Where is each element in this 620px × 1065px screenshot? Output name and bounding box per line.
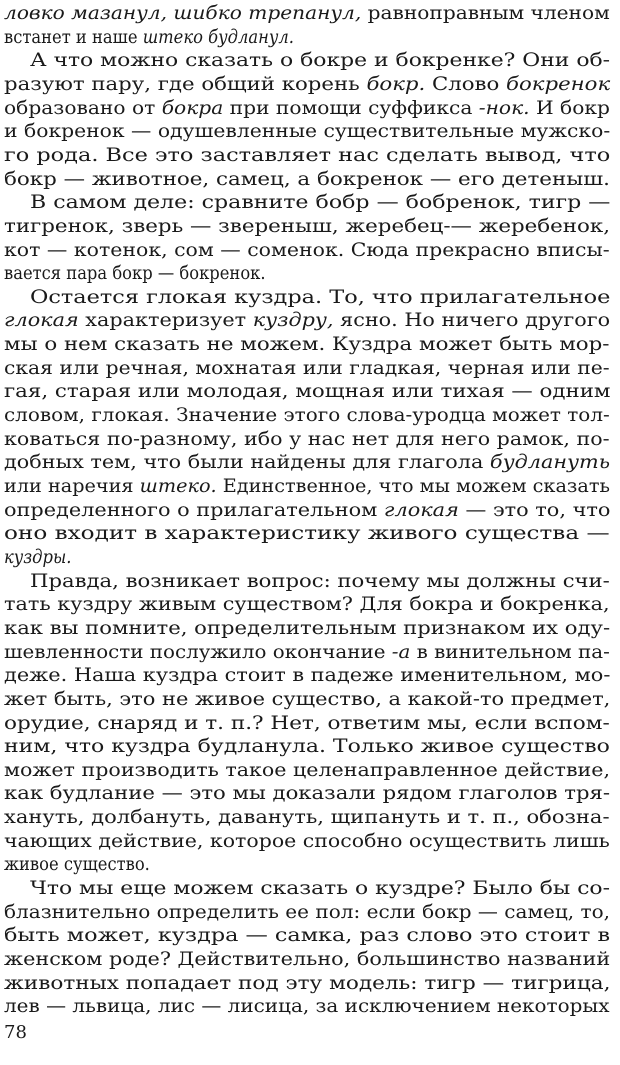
text-run: Единственное, что мы можем сказать	[216, 475, 610, 497]
text-run: мы о нем сказать не можем. Куздра может быть мор-	[4, 333, 610, 356]
text-run: В самом деле: сравните бобр — бобренок, тигр —	[30, 191, 611, 214]
text-run: ясно. Но ничего другого	[333, 309, 611, 332]
text-run: равноправным членом	[361, 2, 610, 24]
text-run: бокр — животное, самец, а бокренок — его детеныш.	[4, 167, 610, 190]
italic-run: -нок.	[478, 96, 530, 119]
text-run: образовано от	[4, 96, 162, 119]
italic-run: бокренок	[506, 72, 611, 95]
text-run: живое существо.	[4, 853, 150, 876]
italic-run: глокая	[383, 498, 459, 521]
text-run: орудие, снаряд и т. п.? Нет, ответим мы, если вспом-	[4, 711, 610, 734]
text-run: как будлание — это мы доказали рядом глаголов тря-	[4, 782, 611, 805]
italic-run: куздры.	[4, 545, 72, 568]
text-run: ним, что куздра будланула. Только живое существо	[4, 735, 610, 758]
text-run: характеризует	[78, 309, 253, 332]
text-run: блазнительно определить ее пол: если бокр — самец, то,	[4, 900, 610, 923]
text-run: гая, старая или молодая, мощная или тихая — одним	[4, 380, 611, 403]
text-line	[4, 991, 609, 1021]
text-run: чающих действие, которое способно осуществить лишь	[4, 829, 610, 852]
text-run: и бокренок — одушевленные существительные мужско-	[4, 120, 611, 143]
text-run: И бокр	[529, 96, 610, 119]
text-run: коваться по-разному, ибо у нас нет для него рамок, по-	[4, 427, 610, 450]
text-run: А что можно сказать о бокре и бокренке? Они об-	[30, 49, 611, 72]
text-run: — это то, что	[458, 498, 611, 521]
text-run: шевленности послужило окончание	[4, 640, 392, 663]
text-run: Правда, возникает вопрос: почему мы должны счи-	[30, 569, 610, 592]
text-run: может производить такое целенаправленное действие,	[4, 758, 611, 781]
text-run: женском роде? Действительно, большинство названий	[4, 948, 611, 970]
italic-run: -а	[391, 640, 411, 663]
text-run: в винительном па-	[410, 640, 610, 663]
text-run: при помощи суффикса	[223, 96, 479, 119]
italic-run: ловко мазанул, шибко трепанул,	[4, 2, 362, 24]
italic-run: бокр.	[366, 72, 426, 95]
text-run: вается пара бокр — бокренок.	[4, 262, 266, 285]
text-run: Остается глокая куздра. То, что прилагательное	[30, 285, 611, 308]
italic-run: штеко.	[139, 475, 217, 497]
text-run: жет быть, это не живое существо, а какой-то предмет,	[4, 687, 611, 710]
text-run: лев — львица, лис — лисица, за исключением некоторых	[4, 995, 610, 1018]
italic-run: глокая	[4, 309, 79, 332]
text-run: тигренок, зверь — звереныш, жеребец-— жеребенок,	[4, 214, 611, 237]
text-run: как вы помните, определительным признаком их оду-	[4, 616, 611, 639]
text-run: ская или речная, мохнатая или гладкая, черная или пе-	[4, 356, 610, 379]
text-run: тать куздру живым существом? Для бокра и бокренка,	[4, 593, 610, 616]
text-run: Что мы еще можем сказать о куздре? Было бы со-	[30, 877, 610, 900]
page-number: 78	[4, 1022, 27, 1043]
italic-run: будлануть	[489, 451, 611, 474]
text-run: Слово	[425, 72, 507, 95]
text-run: встанет и наше	[4, 25, 143, 48]
text-run: быть может, куздра — самка, раз слово это стоит в	[4, 924, 611, 947]
text-run: разуют пару, где общий корень	[4, 72, 367, 95]
italic-run: куздру,	[252, 309, 334, 332]
text-run: кот — котенок, сом — соменок. Сюда прекрасно вписы-	[4, 238, 610, 261]
text-run: добных тем, что были найдены для глагола	[4, 451, 490, 474]
text-run: хануть, долбануть, давануть, щипануть и т. п., обозна-	[4, 806, 610, 829]
text-run: определенного о прилагательном	[4, 498, 384, 521]
book-page	[4, 2, 616, 1062]
text-run: животных попадает под эту модель: тигр — тигрица,	[4, 971, 611, 994]
text-run: го рода. Все это заставляет нас сделать вывод, что	[4, 143, 611, 166]
text-run: оно входит в характеристику живого существа —	[4, 522, 610, 545]
text-run: словом, глокая. Значение этого слова-уродца может тол-	[4, 404, 610, 427]
text-run: деже. Наша куздра стоит в падеже именительном, мо-	[4, 664, 611, 687]
text-run: или наречия	[4, 475, 140, 497]
italic-run: штеко будланул.	[142, 25, 294, 48]
italic-run: бокра	[161, 96, 224, 119]
text-line	[4, 518, 610, 548]
